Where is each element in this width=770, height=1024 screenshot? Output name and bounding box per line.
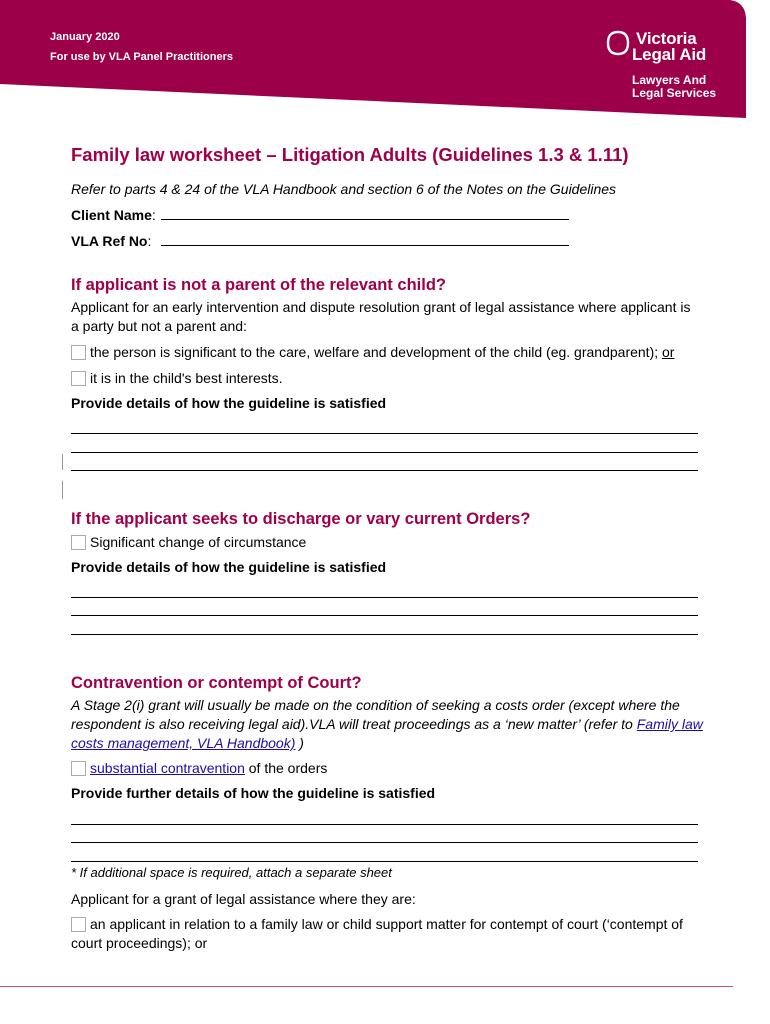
section1-option1-or: or [662, 344, 675, 360]
section1-option2-checkbox[interactable] [71, 371, 86, 386]
section2-option1 [71, 533, 306, 552]
section1-details-label: Provide details of how the guideline is satisfied [71, 395, 387, 411]
section3-note [71, 696, 703, 753]
section3-answer-line-2[interactable] [71, 842, 698, 843]
logo-line1: Victoria [636, 29, 697, 48]
section3-note-end: ) [295, 735, 304, 751]
logo-line3: Lawyers And [632, 73, 707, 87]
margin-mark [62, 481, 63, 499]
section2-details-label: Provide details of how the guideline is satisfied [71, 559, 387, 575]
extra-space-note: * If additional space is required, attach a separate sheet [71, 865, 392, 880]
section2-answer-line-2[interactable] [71, 615, 698, 616]
section2-answer-line-3[interactable] [71, 634, 698, 635]
section3-details-label: Provide further details of how the guideline is satisfied [71, 785, 436, 801]
section3-option1 [71, 759, 327, 778]
section1-option1 [71, 343, 674, 362]
section3-answer-line-3[interactable] [71, 861, 698, 862]
section3-option2 [71, 915, 701, 953]
section1-intro: Applicant for an early intervention and dispute resolution grant of legal assistance where applicant is a party but not a parent and: [71, 299, 691, 334]
footer-divider [0, 986, 733, 987]
section1-option2 [71, 369, 283, 388]
logo-line2: Legal Aid [632, 45, 707, 64]
margin-mark [62, 454, 63, 470]
section3-option1-text: of the orders [244, 760, 328, 776]
client-name-label: Client Name [71, 207, 152, 223]
header-date: January 2020 [50, 31, 120, 43]
header-banner [0, 0, 770, 125]
section2-heading: If the applicant seeks to discharge or vary current Orders? [71, 510, 531, 528]
section3-applicant-intro: Applicant for a grant of legal assistance where they are: [71, 891, 416, 907]
client-name-field[interactable] [161, 219, 569, 220]
page-title: Family law worksheet – Litigation Adults (Guidelines 1.3 & 1.11) [71, 144, 629, 165]
client-name-colon: : [151, 207, 156, 223]
ref-no-label: VLA Ref No [71, 233, 148, 249]
section2-option1-text: Significant change of circumstance [90, 534, 307, 550]
section3-option1-checkbox[interactable] [71, 761, 86, 776]
logo-line4: Legal Services [632, 86, 717, 100]
section3-option2-checkbox[interactable] [71, 917, 86, 932]
section1-answer-line-3[interactable] [71, 470, 698, 471]
ref-no-colon: : [147, 233, 152, 249]
section1-heading: If applicant is not a parent of the relevant child? [71, 276, 446, 294]
logo-mark-icon [606, 30, 630, 56]
ref-no-row [71, 233, 151, 249]
section1-answer-line-2[interactable] [71, 452, 698, 453]
section3-answer-line-1[interactable] [71, 824, 698, 825]
section3-note-text: A Stage 2(i) grant will usually be made on the condition of seeking a costs order (except where the respondent is also receiving legal aid).VLA will treat proceedings as a ‘new matter’ (refer to [71, 697, 680, 732]
section1-option1-text: the person is significant to the care, welfare and development of the child (eg. grandparent); [90, 344, 659, 360]
section1-option2-text: it is in the child's best interests. [90, 370, 283, 386]
section1-option1-checkbox[interactable] [71, 345, 86, 360]
section1-answer-line-1[interactable] [71, 433, 698, 434]
section2-option1-checkbox[interactable] [71, 535, 86, 550]
reference-note: Refer to parts 4 & 24 of the VLA Handbook and section 6 of the Notes on the Guidelines [71, 181, 617, 197]
section3-option2-text: an applicant in relation to a family law or child support matter for contempt of court (‘contempt of court proceedings); or [71, 916, 683, 951]
header-usage: For use by VLA Panel Practitioners [50, 51, 233, 63]
section2-answer-line-1[interactable] [71, 597, 698, 598]
section3-heading: Contravention or contempt of Court? [71, 674, 362, 692]
substantial-contravention-link[interactable]: substantial contravention [90, 760, 245, 776]
ref-no-field[interactable] [161, 245, 569, 246]
client-name-row [71, 207, 156, 223]
costs-management-link[interactable]: Family law costs management, VLA Handbook) [71, 716, 703, 751]
